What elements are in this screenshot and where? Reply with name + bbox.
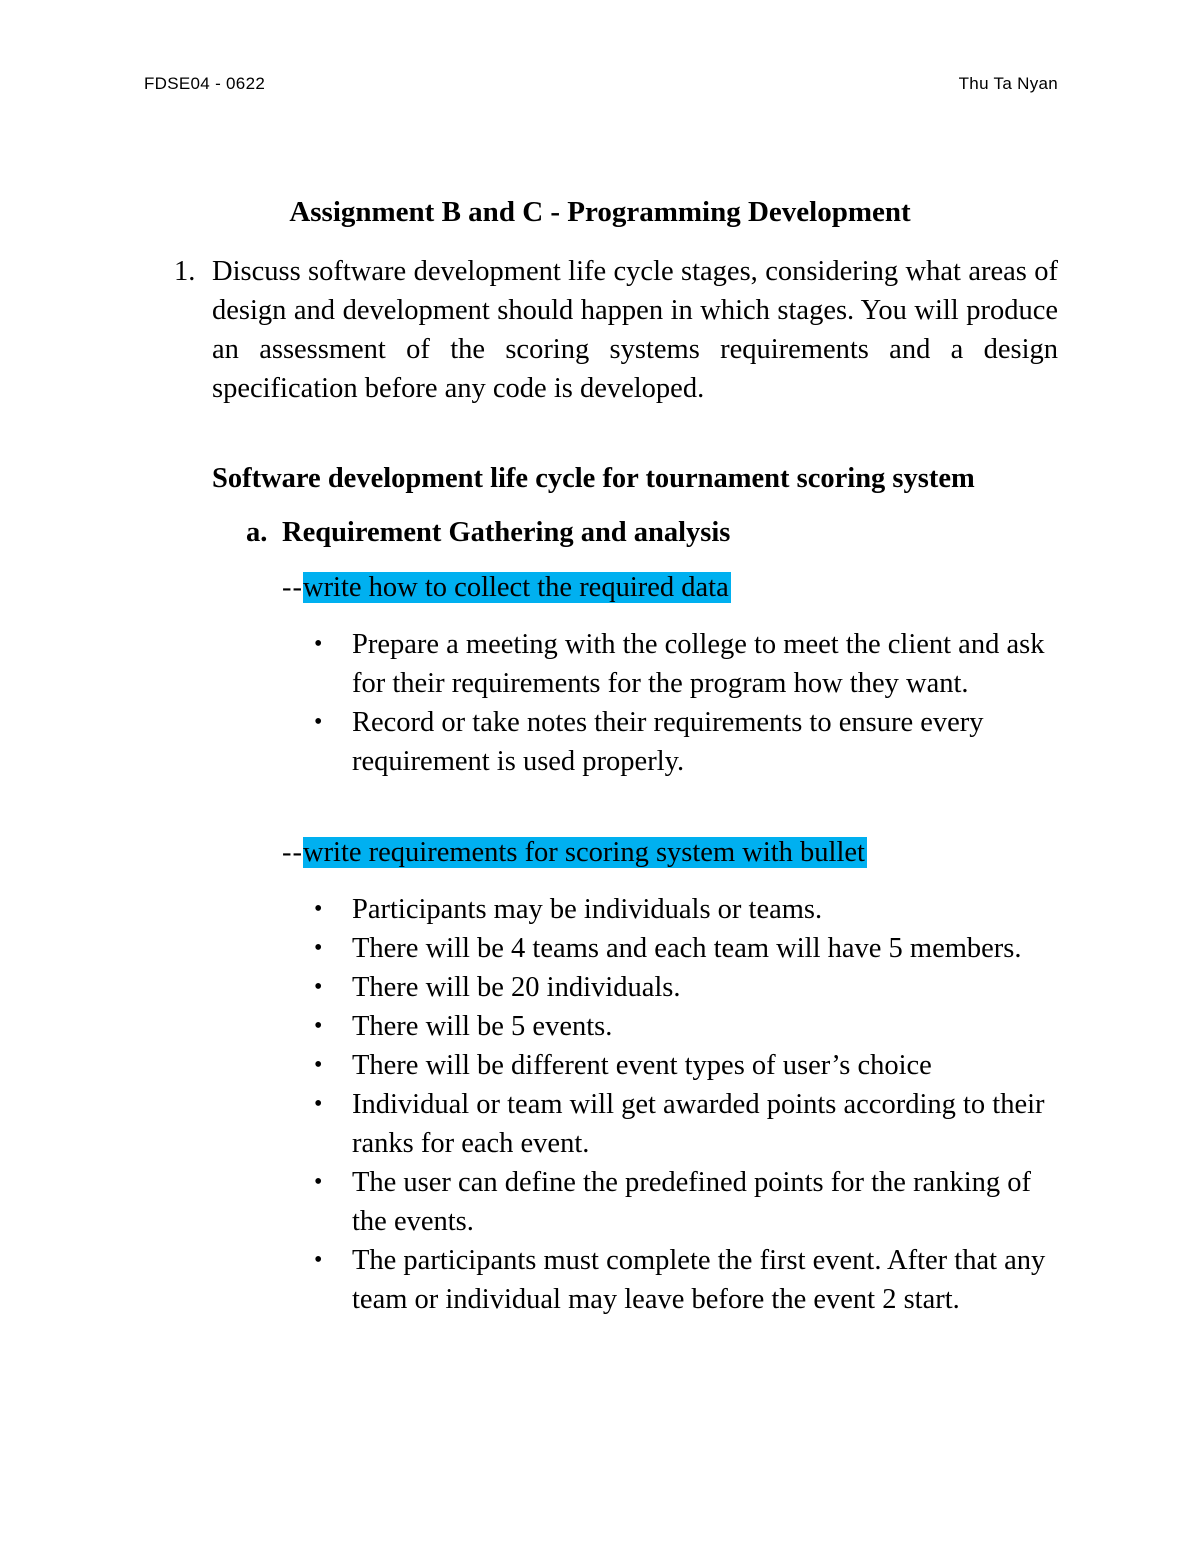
list-item-text: Individual or team will get awarded points according to their ranks for each event. [352,1089,1045,1159]
question-1 [174,252,1058,408]
question-text: Discuss software development life cycle stages, considering what areas of design and development should happen in which stages. You will produce an assessment of the scoring systems requirements and a design specification before any code is developed. [212,256,1058,404]
list-item-text: There will be 20 individuals. [352,972,681,1003]
bullet-icon: • [314,709,323,735]
list-item-text: Record or take notes their requirements to ensure every requirement is used properly. [352,707,984,777]
bullet-icon: • [314,1052,323,1078]
list-item [310,703,1070,781]
highlighted-note-text: write how to collect the required data [302,572,729,603]
bullet-icon: • [314,1247,323,1273]
bullet-icon: • [314,974,323,1000]
subsection-title: Requirement Gathering and analysis [282,517,731,548]
list-item-text: There will be 5 events. [352,1011,613,1042]
bullet-icon: • [314,1169,323,1195]
list-item-text: The user can define the predefined points for the ranking of the events. [352,1167,1031,1237]
note-collect-data [282,570,731,606]
subsection-letter: a. [246,517,268,548]
list-item [310,890,1070,929]
header-author-name: Thu Ta Nyan [958,74,1058,93]
bullet-icon: • [314,631,323,657]
list-item-text: Prepare a meeting with the college to meet the client and ask for their requirements for the program how they want. [352,629,1045,699]
highlighted-note-text: write requirements for scoring system with bullet [302,837,865,868]
list-item [310,1085,1070,1163]
list-item [310,968,1070,1007]
section-heading: Software development life cycle for tournament scoring system [212,463,975,494]
requirements-list [310,890,1070,1319]
list-item [310,1046,1070,1085]
document-title: Assignment B and C - Programming Development [289,196,911,228]
collection-steps-list [310,625,1070,781]
list-item [310,625,1070,703]
note-prefix: -- [282,837,303,868]
list-item-text: The participants must complete the first event. After that any team or individual may leave before the event 2 start. [352,1245,1046,1315]
list-item [310,1163,1070,1241]
note-requirements [282,835,867,871]
list-item [310,1241,1070,1319]
list-item-text: Participants may be individuals or teams. [352,894,823,925]
list-item-text: There will be different event types of user’s choice [352,1050,932,1081]
bullet-icon: • [314,1091,323,1117]
bullet-icon: • [314,1013,323,1039]
note-prefix: -- [282,572,303,603]
list-item [310,929,1070,968]
bullet-icon: • [314,935,323,961]
list-item [310,1007,1070,1046]
bullet-icon: • [314,896,323,922]
header-course-code: FDSE04 - 0622 [144,74,266,93]
subsection-heading [246,517,730,549]
question-number: 1. [174,256,196,287]
list-item-text: There will be 4 teams and each team will have 5 members. [352,933,1022,964]
